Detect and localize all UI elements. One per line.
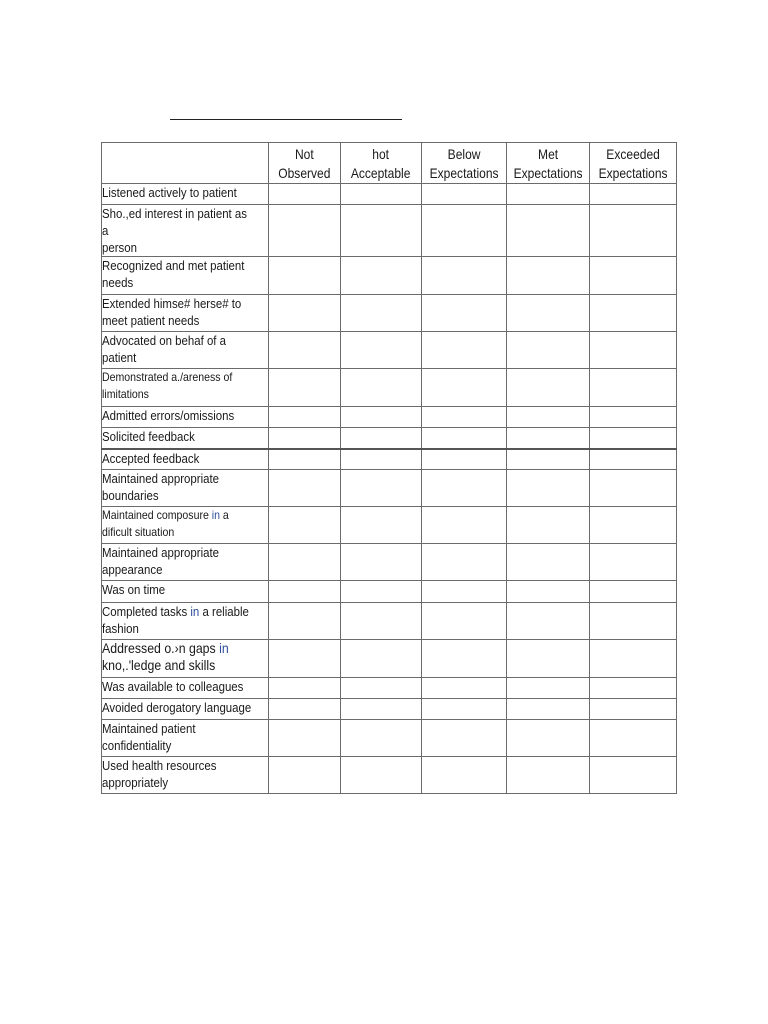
rating-cell-not-observed[interactable]: [269, 603, 341, 640]
criterion-label-text: Maintained composure: [102, 508, 212, 522]
criterion-cell: [102, 507, 269, 544]
criterion-cell: [102, 603, 269, 640]
rating-cell-not-observed[interactable]: [269, 332, 341, 369]
criterion-label: [102, 295, 269, 329]
rating-cell-exceeded-expectations[interactable]: [590, 581, 677, 603]
rating-cell-not-observed[interactable]: [269, 369, 341, 407]
header-blank-cell: [102, 143, 269, 184]
criterion-cell: [102, 449, 269, 470]
table-row: [102, 257, 677, 295]
rating-cell-below-expectations[interactable]: [422, 470, 507, 507]
criterion-label: [102, 369, 269, 403]
rating-cell-not-acceptable[interactable]: [341, 369, 422, 407]
table-row: [102, 470, 677, 507]
rating-cell-below-expectations[interactable]: [422, 757, 507, 794]
criterion-label: [102, 507, 269, 541]
rating-cell-not-acceptable[interactable]: [341, 603, 422, 640]
rating-cell-not-acceptable[interactable]: [341, 544, 422, 581]
criterion-label: [102, 184, 269, 201]
rating-cell-met-expectations[interactable]: [507, 295, 590, 332]
table-row: [102, 332, 677, 369]
rating-cell-below-expectations[interactable]: [422, 603, 507, 640]
rating-cell-met-expectations[interactable]: [507, 205, 590, 257]
rating-cell-met-expectations[interactable]: [507, 603, 590, 640]
rating-cell-exceeded-expectations[interactable]: [590, 640, 677, 678]
header-met-expectations: Met Expectations: [507, 143, 590, 184]
header-row: [102, 143, 677, 184]
rating-cell-met-expectations[interactable]: [507, 470, 590, 507]
table-row: [102, 507, 677, 544]
criterion-label-text: Used health resources appropriately: [102, 758, 217, 790]
rating-cell-not-observed[interactable]: [269, 407, 341, 428]
criterion-label-text: Admitted errors/omissions: [102, 408, 235, 423]
rating-cell-not-acceptable[interactable]: [341, 470, 422, 507]
criterion-label-text: Accepted feedback: [102, 450, 200, 466]
table-row: [102, 428, 677, 449]
rating-cell-exceeded-expectations[interactable]: [590, 470, 677, 507]
criterion-cell: [102, 470, 269, 507]
criterion-label: [102, 678, 269, 695]
rating-cell-not-observed[interactable]: [269, 640, 341, 678]
table-row: [102, 581, 677, 603]
rating-cell-below-expectations[interactable]: [422, 678, 507, 699]
criterion-label: [102, 544, 269, 578]
criterion-cell: [102, 581, 269, 603]
rating-cell-exceeded-expectations[interactable]: [590, 428, 677, 449]
rating-cell-below-expectations[interactable]: [422, 407, 507, 428]
table-row: [102, 449, 677, 470]
criterion-label: [102, 603, 269, 637]
rating-cell-not-acceptable[interactable]: [341, 184, 422, 205]
rating-cell-exceeded-expectations[interactable]: [590, 205, 677, 257]
rating-cell-not-acceptable[interactable]: [341, 205, 422, 257]
rating-cell-not-acceptable[interactable]: [341, 428, 422, 449]
rating-cell-met-expectations[interactable]: [507, 184, 590, 205]
rating-cell-below-expectations[interactable]: [422, 507, 507, 544]
rating-cell-below-expectations[interactable]: [422, 257, 507, 295]
criterion-label-text: Listened actively to patient: [102, 185, 237, 200]
criterion-label: [102, 450, 269, 467]
rating-cell-exceeded-expectations[interactable]: [590, 449, 677, 470]
criterion-label-highlight: in: [219, 640, 229, 656]
table-row: [102, 699, 677, 720]
criterion-cell: [102, 544, 269, 581]
header-not-observed: Not Observed: [269, 143, 341, 184]
rating-cell-not-acceptable[interactable]: [341, 507, 422, 544]
rating-cell-not-acceptable[interactable]: [341, 449, 422, 470]
rating-cell-not-observed[interactable]: [269, 184, 341, 205]
criterion-label-text: Maintained patient confidentiality: [102, 721, 196, 753]
table-row: [102, 184, 677, 205]
criterion-label-text: Maintained appropriate boundaries: [102, 471, 220, 503]
criterion-label: [102, 581, 269, 598]
criterion-label-text: Demonstrated a./areness of limitations: [102, 370, 233, 401]
header-below-expectations: Below Expectations: [422, 143, 507, 184]
rating-cell-exceeded-expectations[interactable]: [590, 257, 677, 295]
table-row: [102, 544, 677, 581]
criterion-label-text: Advocated on behaf of a patient: [102, 333, 227, 365]
criterion-label-highlight: in: [211, 508, 220, 522]
criterion-label-text: Avoided derogatory language: [102, 700, 252, 715]
rating-cell-below-expectations[interactable]: [422, 295, 507, 332]
rating-cell-met-expectations[interactable]: [507, 640, 590, 678]
criterion-label-text: Sho.,ed interest in patient as a person: [102, 206, 248, 255]
rating-cell-not-observed[interactable]: [269, 295, 341, 332]
criterion-label-text: Solicited feedback: [102, 429, 195, 444]
rating-cell-below-expectations[interactable]: [422, 544, 507, 581]
rating-cell-not-observed[interactable]: [269, 507, 341, 544]
criterion-label: [102, 428, 269, 445]
rating-cell-not-acceptable[interactable]: [341, 407, 422, 428]
criterion-label-text: Was available to colleagues: [102, 679, 244, 694]
criterion-label-text: a dificult situation: [102, 508, 229, 539]
criterion-cell: [102, 332, 269, 369]
rating-cell-exceeded-expectations[interactable]: [590, 544, 677, 581]
criterion-cell: [102, 369, 269, 407]
criterion-label-text: Maintained appropriate appearance: [102, 545, 220, 577]
rating-cell-below-expectations[interactable]: [422, 184, 507, 205]
header-exceeded-expectations: Exceeded Expectations: [590, 143, 677, 184]
rating-cell-below-expectations[interactable]: [422, 581, 507, 603]
criterion-label: [102, 757, 269, 791]
criterion-cell: [102, 428, 269, 449]
rating-cell-not-observed[interactable]: [269, 699, 341, 720]
header-not-acceptable: hot Acceptable: [341, 143, 422, 184]
rating-cell-met-expectations[interactable]: [507, 449, 590, 470]
criterion-label-text: Recognized and met patient needs: [102, 258, 245, 290]
name-underline: [170, 119, 402, 120]
criterion-cell: [102, 757, 269, 794]
criterion-label: [102, 699, 269, 716]
rating-cell-met-expectations[interactable]: [507, 428, 590, 449]
rating-cell-below-expectations[interactable]: [422, 640, 507, 678]
rating-cell-met-expectations[interactable]: [507, 720, 590, 757]
rating-cell-exceeded-expectations[interactable]: [590, 720, 677, 757]
rating-cell-not-acceptable[interactable]: [341, 332, 422, 369]
rating-cell-not-observed[interactable]: [269, 257, 341, 295]
table-row: [102, 757, 677, 794]
rating-cell-not-acceptable[interactable]: [341, 757, 422, 794]
rating-cell-not-observed[interactable]: [269, 544, 341, 581]
rating-cell-not-observed[interactable]: [269, 581, 341, 603]
rating-cell-not-observed[interactable]: [269, 470, 341, 507]
rating-cell-not-acceptable[interactable]: [341, 640, 422, 678]
rating-cell-exceeded-expectations[interactable]: [590, 757, 677, 794]
criterion-label: [102, 720, 269, 754]
rating-cell-met-expectations[interactable]: [507, 369, 590, 407]
rating-cell-below-expectations[interactable]: [422, 369, 507, 407]
criterion-cell: [102, 205, 269, 257]
rating-cell-exceeded-expectations[interactable]: [590, 295, 677, 332]
rating-cell-not-acceptable[interactable]: [341, 699, 422, 720]
rating-cell-below-expectations[interactable]: [422, 205, 507, 257]
criterion-cell: [102, 407, 269, 428]
rating-cell-below-expectations[interactable]: [422, 449, 507, 470]
criterion-label-text: kno,.'ledge and skills: [102, 657, 216, 673]
criterion-label-text: Was on time: [102, 582, 166, 597]
table-row: [102, 640, 677, 678]
rating-cell-below-expectations[interactable]: [422, 428, 507, 449]
rating-cell-not-observed[interactable]: [269, 428, 341, 449]
rating-cell-met-expectations[interactable]: [507, 678, 590, 699]
criterion-label-text: Completed tasks: [102, 604, 191, 619]
table-row: [102, 205, 677, 257]
criterion-cell: [102, 257, 269, 295]
rating-cell-exceeded-expectations[interactable]: [590, 407, 677, 428]
criterion-label: [102, 640, 269, 674]
criterion-cell: [102, 640, 269, 678]
criterion-label: [102, 332, 269, 366]
table-row: [102, 369, 677, 407]
rating-cell-below-expectations[interactable]: [422, 332, 507, 369]
rating-cell-not-observed[interactable]: [269, 205, 341, 257]
criterion-cell: [102, 699, 269, 720]
table-row: [102, 295, 677, 332]
table-row: [102, 678, 677, 699]
rating-cell-not-observed[interactable]: [269, 449, 341, 470]
rating-cell-not-acceptable[interactable]: [341, 257, 422, 295]
rating-cell-not-acceptable[interactable]: [341, 678, 422, 699]
table-row: [102, 603, 677, 640]
rating-cell-not-observed[interactable]: [269, 757, 341, 794]
rating-cell-met-expectations[interactable]: [507, 407, 590, 428]
rating-cell-exceeded-expectations[interactable]: [590, 699, 677, 720]
rating-cell-exceeded-expectations[interactable]: [590, 507, 677, 544]
rating-cell-exceeded-expectations[interactable]: [590, 332, 677, 369]
criterion-label: [102, 407, 269, 424]
rating-cell-met-expectations[interactable]: [507, 507, 590, 544]
rating-cell-met-expectations[interactable]: [507, 699, 590, 720]
rating-cell-not-acceptable[interactable]: [341, 581, 422, 603]
rating-cell-met-expectations[interactable]: [507, 757, 590, 794]
rating-cell-not-acceptable[interactable]: [341, 720, 422, 757]
rating-cell-exceeded-expectations[interactable]: [590, 369, 677, 407]
rating-cell-exceeded-expectations[interactable]: [590, 184, 677, 205]
criterion-label-highlight: in: [190, 604, 200, 619]
rating-cell-exceeded-expectations[interactable]: [590, 678, 677, 699]
rating-cell-exceeded-expectations[interactable]: [590, 603, 677, 640]
criterion-cell: [102, 678, 269, 699]
criterion-cell: [102, 295, 269, 332]
criterion-label-text: Extended himse# herse# to meet patient needs: [102, 296, 242, 328]
rating-cell-below-expectations[interactable]: [422, 720, 507, 757]
criterion-label-text: a reliable fashion: [102, 604, 249, 636]
table-row: [102, 720, 677, 757]
criterion-cell: [102, 720, 269, 757]
rating-cell-met-expectations[interactable]: [507, 581, 590, 603]
rating-cell-below-expectations[interactable]: [422, 699, 507, 720]
criterion-label: [102, 257, 269, 291]
evaluation-table: [101, 142, 677, 794]
rating-cell-not-acceptable[interactable]: [341, 295, 422, 332]
rating-cell-not-observed[interactable]: [269, 678, 341, 699]
rating-cell-not-observed[interactable]: [269, 720, 341, 757]
table-row: [102, 407, 677, 428]
rating-cell-met-expectations[interactable]: [507, 332, 590, 369]
criterion-label: [102, 470, 269, 504]
rating-cell-met-expectations[interactable]: [507, 544, 590, 581]
criterion-label: [102, 205, 269, 256]
criterion-cell: [102, 184, 269, 205]
criterion-label-text: Addressed o.›n gaps: [102, 640, 220, 656]
rating-cell-met-expectations[interactable]: [507, 257, 590, 295]
